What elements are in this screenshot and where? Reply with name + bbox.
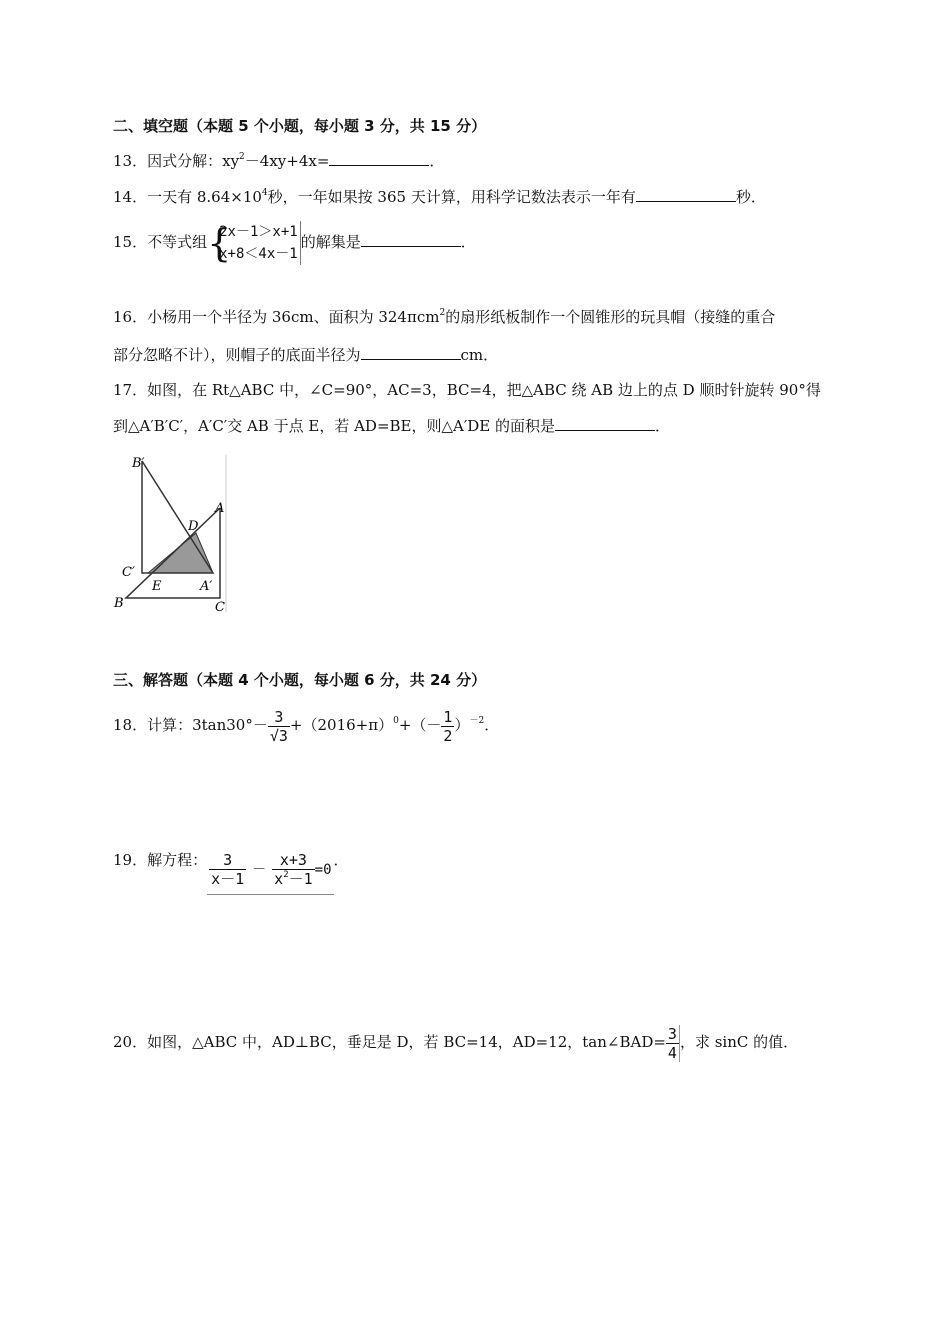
q16-number: 16． bbox=[113, 308, 148, 326]
q18-frac1-denominator: √3 bbox=[269, 726, 288, 745]
question-17-line-2 bbox=[113, 416, 670, 436]
q19-frac2-den-a: x bbox=[274, 870, 284, 888]
q17-line1: 如图，在 Rt△ABC 中，∠C=90°，AC=3，BC=4，把△ABC 绕 AB 边上的点 D 顺时针旋转 90°得 bbox=[147, 381, 821, 399]
q15-inequality-1: 2x－1＞x+1 bbox=[219, 224, 298, 240]
q15-suffix: 的解集是 bbox=[300, 233, 361, 251]
q19-frac2-numerator: x+3 bbox=[279, 851, 307, 869]
q18-fraction-2 bbox=[441, 708, 454, 745]
label-c: C bbox=[215, 600, 225, 614]
q17-line2: 到△A′B′C′，A′C′交 AB 于点 E，若 AD=BE，则△A′DE 的面积是 bbox=[113, 417, 556, 435]
label-b-prime: B′ bbox=[132, 456, 145, 471]
q16-end: cm． bbox=[460, 346, 499, 364]
q18-sup-neg2: －2 bbox=[469, 716, 485, 726]
question-14 bbox=[113, 187, 766, 207]
q19-frac1-numerator: 3 bbox=[223, 851, 233, 869]
q18-end: ． bbox=[484, 716, 500, 734]
q18-fraction-1 bbox=[268, 708, 290, 745]
q16-line1-b: 的扇形纸板制作一个圆锥形的玩具帽（接缝的重合 bbox=[445, 308, 776, 326]
q15-inequality-2: x+8＜4x－1 bbox=[219, 246, 298, 262]
question-20 bbox=[113, 1020, 798, 1064]
q18-prefix: 计算：3tan30°－ bbox=[147, 716, 268, 734]
q20-frac-numerator: 3 bbox=[667, 1024, 677, 1043]
q13-answer-blank bbox=[329, 151, 429, 166]
q20-text-b: ，求 sinC 的值． bbox=[679, 1033, 799, 1051]
section-3-heading: 三、解答题（本题 4 个小题，每小题 6 分，共 24 分） bbox=[113, 671, 487, 689]
question-15 bbox=[113, 218, 476, 266]
label-d: D bbox=[188, 519, 199, 534]
q13-sup: 2 bbox=[239, 152, 245, 162]
q16-line2: 部分忽略不计），则帽子的底面半径为 bbox=[113, 346, 361, 364]
q18-number: 18． bbox=[113, 716, 148, 734]
q20-fraction bbox=[666, 1025, 680, 1062]
brace-icon: { bbox=[207, 221, 232, 265]
question-16-line-1 bbox=[113, 307, 775, 327]
q18-plus: +（－ bbox=[398, 716, 442, 734]
q15-end: ． bbox=[460, 233, 476, 251]
label-e: E bbox=[152, 579, 162, 594]
q17-end: ． bbox=[655, 417, 671, 435]
q19-eq: =0 bbox=[314, 861, 332, 878]
q14-sup: 4 bbox=[261, 188, 268, 198]
q18-close: ） bbox=[454, 716, 470, 734]
q15-answer-blank bbox=[361, 232, 461, 247]
q20-text-a: 如图，△ABC 中，AD⊥BC，垂足是 D，若 BC=14，AD=12，tan∠BAD= bbox=[147, 1033, 666, 1051]
q16-sup: 2 bbox=[439, 308, 446, 318]
q14-text-a: 一天有 8.64×10 bbox=[147, 188, 262, 206]
q16-line1-a: 小杨用一个半径为 36cm、面积为 324πcm bbox=[147, 308, 440, 326]
q19-minus: － bbox=[252, 861, 267, 878]
q18-mid: +（2016+π） bbox=[289, 716, 394, 734]
q19-prefix: 解方程： bbox=[147, 851, 208, 869]
q17-figure bbox=[112, 452, 230, 614]
q13-end: ． bbox=[429, 152, 445, 170]
q18-frac2-numerator: 1 bbox=[443, 707, 453, 726]
q18-frac1-numerator: 3 bbox=[274, 707, 284, 726]
q14-text-b: 秒，一年如果按 365 天计算，用科学记数法表示一年有 bbox=[267, 188, 636, 206]
q13-expr-a: xy bbox=[222, 152, 240, 170]
q18-frac2-denominator: 2 bbox=[443, 726, 453, 745]
q13-number: 13． bbox=[113, 152, 148, 170]
q20-frac-denominator: 4 bbox=[667, 1043, 677, 1062]
q17-answer-blank bbox=[555, 416, 655, 431]
q15-number: 15． bbox=[113, 233, 148, 251]
q13-expr-b: －4xy+4x= bbox=[244, 152, 330, 170]
q19-fraction-2 bbox=[272, 851, 314, 888]
q19-frac1-denominator: x－1 bbox=[211, 870, 245, 888]
question-13 bbox=[113, 151, 444, 171]
q19-frac2-denominator bbox=[272, 869, 314, 888]
question-18 bbox=[113, 703, 499, 747]
q14-answer-blank bbox=[636, 187, 736, 202]
question-19 bbox=[113, 836, 349, 895]
q15-prefix: 不等式组 bbox=[147, 233, 208, 251]
inequality-system bbox=[207, 221, 301, 265]
q14-number: 14． bbox=[113, 188, 148, 206]
q19-frac2-den-b: －1 bbox=[288, 870, 313, 888]
q19-number: 19． bbox=[113, 851, 148, 869]
label-b: B bbox=[114, 596, 124, 611]
q19-end: ． bbox=[333, 851, 349, 869]
label-a-prime: A′ bbox=[200, 579, 213, 594]
question-17-line-1 bbox=[113, 380, 821, 400]
q19-frac2-den-sup: 2 bbox=[283, 870, 289, 880]
q17-number: 17． bbox=[113, 381, 148, 399]
section-2-heading: 二、填空题（本题 5 个小题，每小题 3 分，共 15 分） bbox=[113, 117, 487, 135]
q19-fraction-1 bbox=[209, 851, 246, 888]
q18-sup-0: 0 bbox=[393, 716, 399, 726]
q14-end: 秒． bbox=[735, 188, 766, 206]
q16-answer-blank bbox=[361, 345, 461, 360]
label-a: A bbox=[215, 501, 225, 516]
label-c-prime: C′ bbox=[122, 565, 135, 580]
question-16-line-2 bbox=[113, 345, 498, 365]
q19-equation bbox=[207, 846, 333, 895]
q20-number: 20． bbox=[113, 1033, 148, 1051]
q13-prefix: 因式分解： bbox=[147, 152, 223, 170]
